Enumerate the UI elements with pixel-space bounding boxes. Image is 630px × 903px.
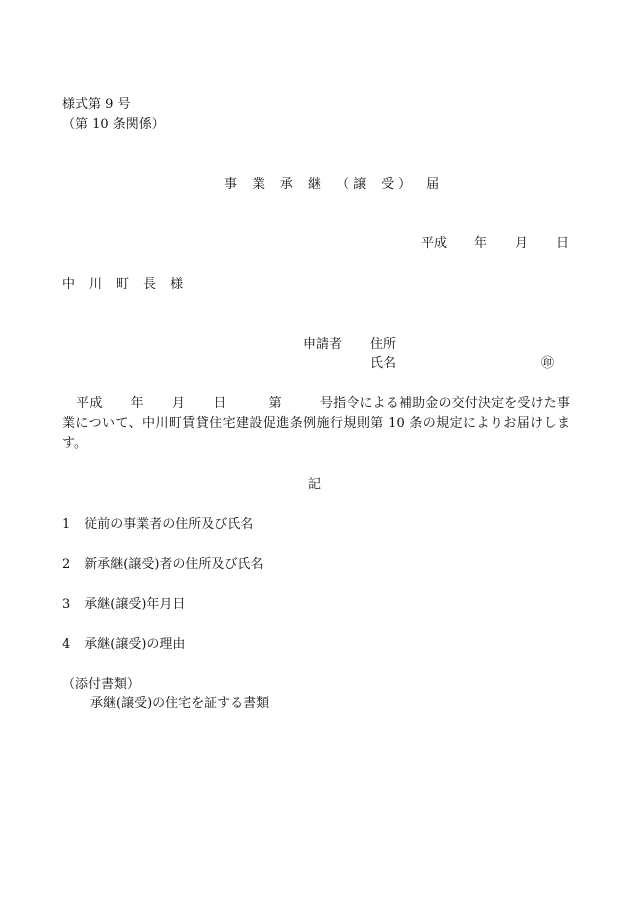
seal-mark: ㊞ xyxy=(541,356,555,371)
body-text: 号指令による補助金の交付決定を受けた事業について、中川町賃貸住宅建設促進条例施行規則第 10 条の規定によりお届けします。 xyxy=(62,396,570,451)
list-item xyxy=(62,636,185,654)
title-char: （ xyxy=(336,177,350,192)
body-era: 平成 xyxy=(76,396,103,411)
recipient-char: 中 xyxy=(62,277,76,292)
attachments-item: 承継(譲受)の住宅を証する書類 xyxy=(90,696,270,711)
title-char: 届 xyxy=(426,177,440,192)
list-item xyxy=(62,556,263,574)
body-paragraph xyxy=(62,394,570,454)
body-year: 年 xyxy=(130,396,144,411)
title-char: 譲 xyxy=(353,177,367,192)
document-title xyxy=(224,176,454,194)
date-year: 年 xyxy=(474,236,488,251)
date-day: 日 xyxy=(556,236,570,251)
recipient-char: 様 xyxy=(170,277,184,292)
title-char: 承 xyxy=(280,177,294,192)
item-number: 1 xyxy=(62,517,71,532)
item-text: 承継(譲受)の理由 xyxy=(84,637,186,652)
form-number: 様式第 9 号 xyxy=(62,97,131,112)
body-day: 日 xyxy=(213,396,227,411)
title-char: 受 xyxy=(381,177,395,192)
address-label: 住所 xyxy=(370,337,397,352)
item-number: 3 xyxy=(62,597,71,612)
recipient-char: 長 xyxy=(143,277,157,292)
recipient-char: 町 xyxy=(116,277,130,292)
date-era: 平成 xyxy=(421,236,448,251)
applicant-label: 申請者 xyxy=(303,337,343,352)
name-label: 氏名 xyxy=(370,356,397,371)
title-char: ） xyxy=(398,177,412,192)
body-dai: 第 xyxy=(268,396,282,411)
item-text: 新承継(譲受)者の住所及び氏名 xyxy=(84,557,264,572)
date-month: 月 xyxy=(515,236,529,251)
date-line xyxy=(421,235,569,253)
recipient-char: 川 xyxy=(89,277,103,292)
list-item xyxy=(62,516,253,534)
ki-heading: 記 xyxy=(308,477,322,492)
title-char: 事 xyxy=(224,177,238,192)
item-text: 従前の事業者の住所及び氏名 xyxy=(84,517,254,532)
item-number: 4 xyxy=(62,637,71,652)
body-month: 月 xyxy=(171,396,186,411)
item-number: 2 xyxy=(62,557,71,572)
list-item xyxy=(62,596,185,614)
attachments-heading: （添付書類） xyxy=(62,677,141,692)
form-article: （第 10 条関係） xyxy=(62,117,165,132)
item-text: 承継(譲受)年月日 xyxy=(84,597,186,612)
title-char: 継 xyxy=(308,177,322,192)
recipient xyxy=(62,276,198,294)
title-char: 業 xyxy=(252,177,266,192)
